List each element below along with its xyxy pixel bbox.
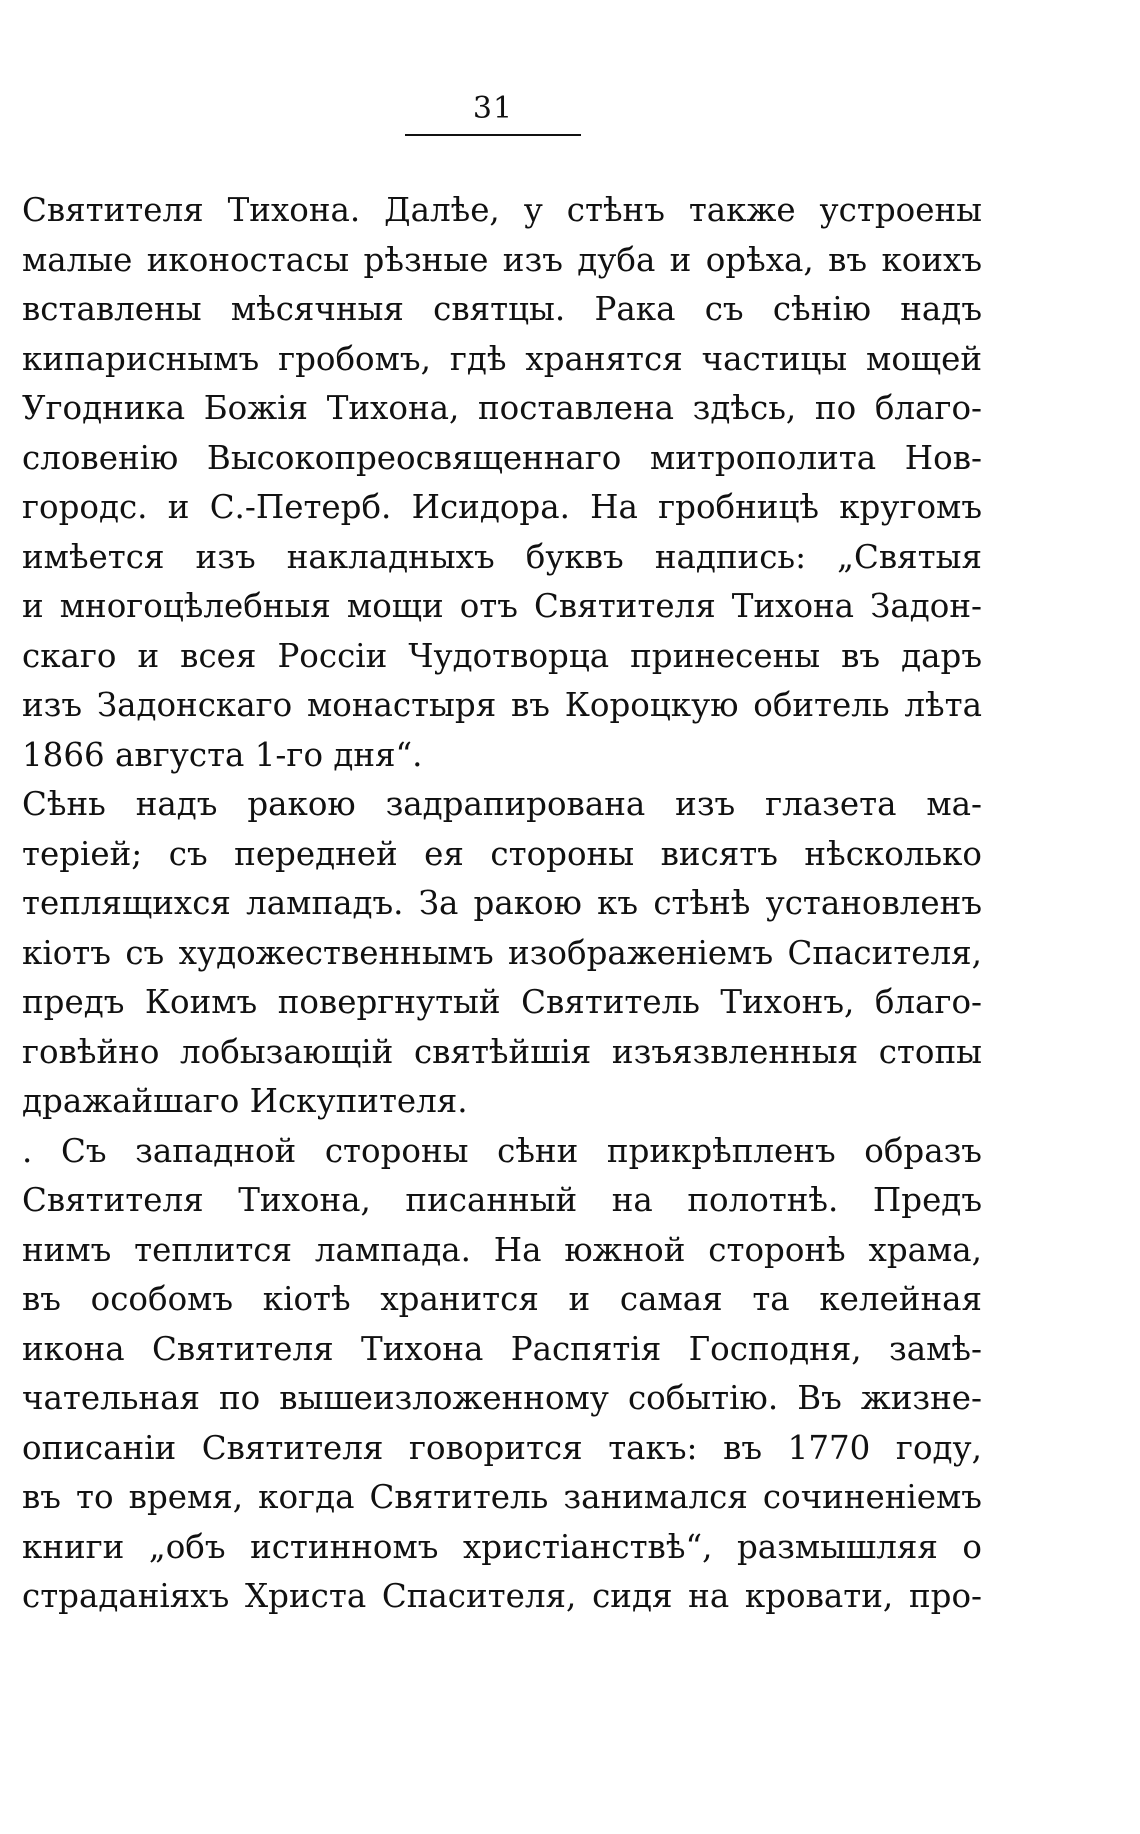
text-line: икона Святителя Тихона Распятія Господня, замѣ- — [22, 1329, 982, 1368]
book-page — [22, 0, 982, 1834]
text-line: Сѣнь надъ ракою задрапирована изъ глазета ма- — [22, 785, 982, 823]
text-line: нимъ теплится лампада. На южной сторонѣ храма, — [22, 1230, 982, 1269]
text-line: книги „объ истинномъ христіанствѣ“, размышляя о — [22, 1527, 982, 1566]
text-line: 1866 августа 1-го дня“. — [22, 735, 423, 774]
page-number: 31 — [472, 91, 514, 126]
text-line: кіотъ съ художественнымъ изображеніемъ Спасителя, — [22, 933, 982, 972]
paragraph-3 — [22, 1127, 982, 1622]
text-line: Святителя Тихона. Далѣе, у стѣнъ также устроены — [22, 191, 982, 229]
text-line: кипариснымъ гробомъ, гдѣ хранятся частицы мощей — [22, 339, 982, 378]
text-line: малые иконостасы рѣзные изъ дуба и орѣха, въ коихъ — [22, 240, 982, 279]
paragraph-1 — [22, 186, 982, 780]
text-line: изъ Задонскаго монастыря въ Короцкую обитель лѣта — [22, 686, 982, 724]
text-line: . Съ западной стороны сѣни прикрѣпленъ образъ — [22, 1131, 982, 1170]
text-line: теріей; съ передней ея стороны висятъ нѣсколько — [22, 834, 982, 873]
text-line: дражайшаго Искупителя. — [22, 1082, 468, 1120]
text-line: теплящихся лампадъ. За ракою къ стѣнѣ установленъ — [22, 884, 982, 922]
text-line: словенію Высокопреосвященнаго митрополита Нов- — [22, 438, 982, 477]
text-line: предъ Коимъ повергнутый Святитель Тихонъ, благо- — [22, 983, 982, 1021]
text-line: скаго и всея Россіи Чудотворца принесены въ даръ — [22, 636, 982, 675]
header-rule — [405, 134, 581, 136]
text-line: страданіяхъ Христа Спасителя, сидя на кровати, про- — [22, 1577, 982, 1615]
page-header — [405, 88, 581, 136]
text-line: вставлены мѣсячныя святцы. Рака съ сѣнію надъ — [22, 290, 982, 328]
paragraph-2 — [22, 780, 982, 1127]
text-line: чательная по вышеизложенному событію. Въ жизне- — [22, 1379, 982, 1417]
text-line: городс. и С.-Петерб. Исидора. На гробницѣ кругомъ — [22, 488, 982, 526]
text-line: Угодника Божія Тихона, поставлена здѣсь, по благо- — [22, 389, 982, 427]
body-text — [22, 186, 982, 1622]
text-line: имѣется изъ накладныхъ буквъ надпись: „Святыя — [22, 537, 982, 576]
text-line: описаніи Святителя говорится такъ: въ 1770 году, — [22, 1428, 982, 1467]
text-line: говѣйно лобызающій святѣйшія изъязвленныя стопы — [22, 1032, 982, 1071]
text-line: въ то время, когда Святитель занимался сочиненіемъ — [22, 1478, 982, 1516]
text-line: и многоцѣлебныя мощи отъ Святителя Тихона Задон- — [22, 587, 982, 625]
text-line: Святителя Тихона, писанный на полотнѣ. Предъ — [22, 1181, 982, 1219]
text-line: въ особомъ кіотѣ хранится и самая та келейная — [22, 1280, 982, 1318]
